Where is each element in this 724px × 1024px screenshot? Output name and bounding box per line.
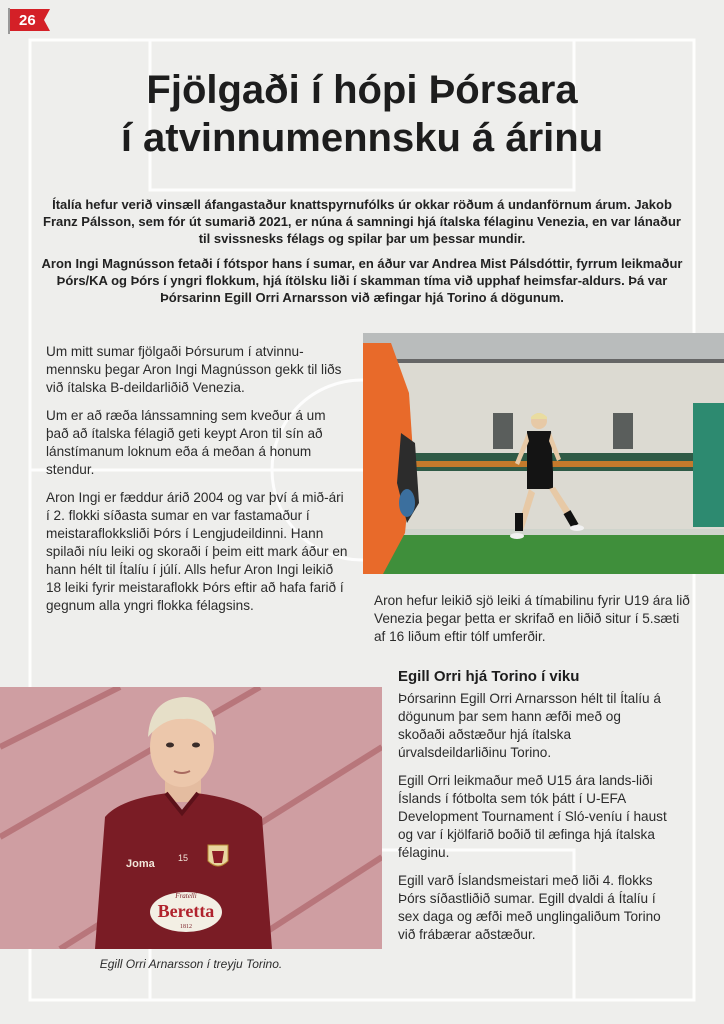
- title-line-1: Fjölgaði í hópi Þórsara: [146, 68, 578, 112]
- jersey-number: 15: [178, 853, 189, 863]
- torino-badge-icon: [208, 845, 228, 866]
- jersey-sponsor-year: 1812: [180, 924, 192, 930]
- body-paragraph: Um mitt sumar fjölgaði Þórsurum í atvinnu-mennsku þegar Aron Ingi Magnússon gekk til liðs við ítalska B-deildarliðið Venezia.: [46, 344, 342, 395]
- body-paragraph: Aron Ingi er fæddur árið 2004 og var því á mið-ári í 2. flokki síðasta sumar en var fastamaður í meistaraflokksliði Þórs í Lengjudeildinni. Hann spilaði níu leiki og skoraði í þeim eitt mark áður en hann hélt til Ítalíu í júlí. Alls hefur Aron Ingi leikið 18 leiki fyrir meistaraflokk Þórs eftir að hafa farið í gegnum alla yngri flokka félagsins.: [46, 490, 348, 613]
- page-number: 26: [19, 12, 36, 29]
- photo-aron-on-pitch: [363, 333, 724, 574]
- title-line-2: í atvinnumennsku á árinu: [120, 116, 604, 160]
- jersey-sponsor: Beretta: [157, 901, 215, 921]
- page-number-badge: [6, 6, 52, 36]
- article-lead: [40, 196, 684, 314]
- lead-paragraph: Aron Ingi Magnússon fetaði í fótspor hans í sumar, en áður var Andrea Mist Pálsdóttir, fyrrum leikmaður Þórs/KA og Þórs í yngri flokkum, hjá ítölsku liði í skamman tíma við upphaf heimsfar-aldurs. Þá var Þórsarinn Egill Orri Arnarsson við æfingar hjá Torino á dögunum.: [41, 256, 683, 305]
- body-paragraph: Þórsarinn Egill Orri Arnarsson hélt til Ítalíu á dögunum þar sem hann æfði með og skoðaði aðstæður hjá ítalska úrvalsdeildarliðinu Torino.: [398, 691, 661, 760]
- body-paragraph: Um er að ræða lánssamning sem kveður á um það að ítalska félagið geti keypt Aron til sín að lánstímanum loknum eða á meðan á honum stendur.: [46, 408, 326, 477]
- lead-paragraph: Ítalía hefur verið vinsæll áfangastaður knattspyrnufólks úr okkar röðum á undanförnum árum. Jakob Franz Pálsson, sem fór út sumarið 2021, er núna á samningi hjá ítalska félaginu Venezia, en var lánaður til svissnesks félags og spilar þar um þessar mundir.: [43, 197, 681, 246]
- photo-egill-caption: Egill Orri Arnarsson í treyju Torino.: [99, 957, 283, 971]
- jersey-brand: Joma: [126, 858, 155, 870]
- photo-egill-portrait: [0, 687, 382, 949]
- article-title: [0, 66, 724, 162]
- left-column-body: [46, 343, 351, 625]
- photo-aron-caption: Aron hefur leikið sjö leiki á tímabilinu fyrir U19 ára lið Venezia þegar þetta er skrifað en liðið situr í 5.sæti af 16 liðum eftir tólf umferðir.: [374, 593, 690, 644]
- body-paragraph: Egill varð Íslandsmeistari með liði 4. flokks Þórs síðastliðið sumar. Egill dvaldi á Ítalíu í sex daga og æfði með unglingaliðum Torino við frábærar aðstæður.: [398, 873, 661, 942]
- right-column-body: [398, 668, 668, 954]
- body-paragraph: Egill Orri leikmaður með U15 ára lands-liði Íslands í fótbolta sem tók þátt í U-EFA Development Tournament í Sló-veníu í haust og var í kjölfarið boðið til æfinga hjá ítalska félaginu.: [398, 773, 667, 860]
- jersey-sponsor-top: Fratelli: [175, 892, 197, 900]
- section-heading: Egill Orri hjá Torino í viku: [398, 668, 580, 685]
